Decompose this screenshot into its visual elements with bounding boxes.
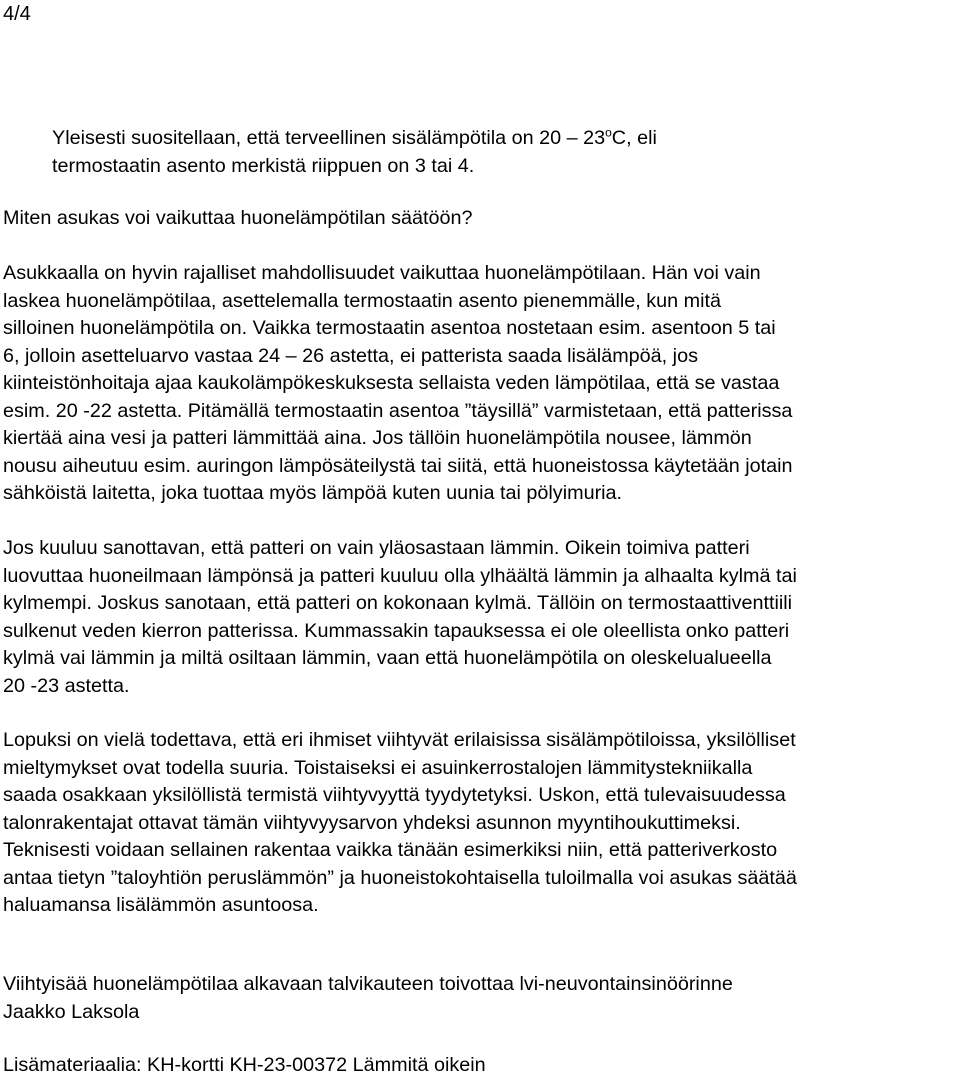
paragraph-line: talonrakentajat ottavat tämän viihtyvyysarvon yhdeksi asunnon myyntihoukuttimeksi. <box>3 811 741 834</box>
paragraph-line: Asukkaalla on hyvin rajalliset mahdollisuudet vaikuttaa huonelämpötilaan. Hän voi vain <box>3 262 761 284</box>
paragraph-line: kiertää aina vesi ja patteri lämmittää aina. Jos tällöin huonelämpötila nousee, lämmön <box>3 427 752 449</box>
intro-line-1-text: Yleisesti suositellaan, että terveellinen sisälämpötila on 20 – 23 <box>52 127 606 149</box>
paragraph-line: Jos kuuluu sanottavan, että patteri on vain yläosastaan lämmin. Oikein toimiva patteri <box>3 537 750 559</box>
intro-line-1 <box>52 125 952 153</box>
paragraph-line: kiinteistönhoitaja ajaa kaukolämpökeskuksesta sellaista veden lämpötilaa, että se vastaa <box>3 372 780 394</box>
intro-paragraph <box>52 125 952 180</box>
paragraph-resident-influence <box>3 260 958 508</box>
paragraph-comfort <box>3 727 958 920</box>
paragraph-line: mieltymykset ovat todella suuria. Toistaiseksi ei asuinkerrostalojen lämmitystekniikalla <box>3 756 753 779</box>
paragraph-line: luovuttaa huoneilmaan lämpönsä ja patteri kuuluu olla ylhäältä lämmin ja alhaalta kylmä tai <box>3 564 797 587</box>
paragraph-line: laskea huonelämpötilaa, asettelemalla termostaatin asento pienemmälle, kun mitä <box>3 289 722 312</box>
closing-greeting: Viihtyisää huonelämpötilaa alkavaan talvikauteen toivottaa lvi-neuvontainsinöörinne <box>3 973 733 995</box>
paragraph-line: Teknisesti voidaan sellainen rakentaa vaikka tänään esimerkiksi niin, että patteriverkosto <box>3 839 778 861</box>
paragraph-radiator <box>3 535 958 700</box>
paragraph-line: esim. 20 -22 astetta. Pitämällä termostaatin asentoa ”täysillä” varmistetaan, että patterissa <box>3 399 793 422</box>
intro-line-2: termostaatin asento merkistä riippuen on 3 tai 4. <box>52 154 475 177</box>
paragraph-line: sulkenut veden kierron patterissa. Kummassakin tapauksessa ei ole oleellista onko patteri <box>3 619 790 642</box>
author-name: Jaakko Laksola <box>3 1000 140 1023</box>
intro-line-1-end: C, eli <box>611 127 657 149</box>
paragraph-line: antaa tietyn ”taloyhtiön peruslämmön” ja huoneistokohtaisella tuloilmalla voi asukas säätää <box>3 866 797 889</box>
question-line: Miten asukas voi vaikuttaa huonelämpötilan säätöön? <box>3 207 473 229</box>
paragraph-line: 6, jolloin asetteluarvo vastaa 24 – 26 astetta, ei patterista saada lisälämpöä, jos <box>3 344 698 367</box>
paragraph-line: sähköistä laitetta, joka tuottaa myös lämpöä kuten uunia tai pölyimuria. <box>3 482 623 504</box>
page-number: 4/4 <box>3 3 31 25</box>
additional-material <box>3 1052 958 1080</box>
paragraph-line: Lopuksi on vielä todettava, että eri ihmiset viihtyvät erilaisissa sisälämpötiloissa, yksilölliset <box>3 729 796 751</box>
additional-material-line: Lisämateriaalia: KH-kortti KH-23-00372 Lämmitä oikein <box>3 1054 486 1076</box>
paragraph-line: kylmempi. Joskus sanotaan, että patteri on kokonaan kylmä. Tällöin on termostaattiventtiili <box>3 592 793 614</box>
paragraph-line: kylmä vai lämmin ja miltä osiltaan lämmin, vaan että huonelämpötila on oleskelualueella <box>3 647 772 669</box>
degree-superscript: o <box>605 125 612 140</box>
paragraph-line: saada osakkaan yksilöllistä termistä viihtyvyyttä tyydytetyksi. Uskon, että tulevaisuudessa <box>3 784 786 806</box>
closing-signature <box>3 971 958 1026</box>
section-question <box>3 205 958 233</box>
paragraph-line: nousu aiheutuu esim. auringon lämpösäteilystä tai siitä, että huoneistossa käytetään jotain <box>3 454 793 477</box>
paragraph-line: 20 -23 astetta. <box>3 674 130 697</box>
paragraph-line: silloinen huonelämpötila on. Vaikka termostaatin asentoa nostetaan esim. asentoon 5 tai <box>3 317 776 339</box>
paragraph-line: haluamansa lisälämmön asuntoosa. <box>3 894 319 916</box>
